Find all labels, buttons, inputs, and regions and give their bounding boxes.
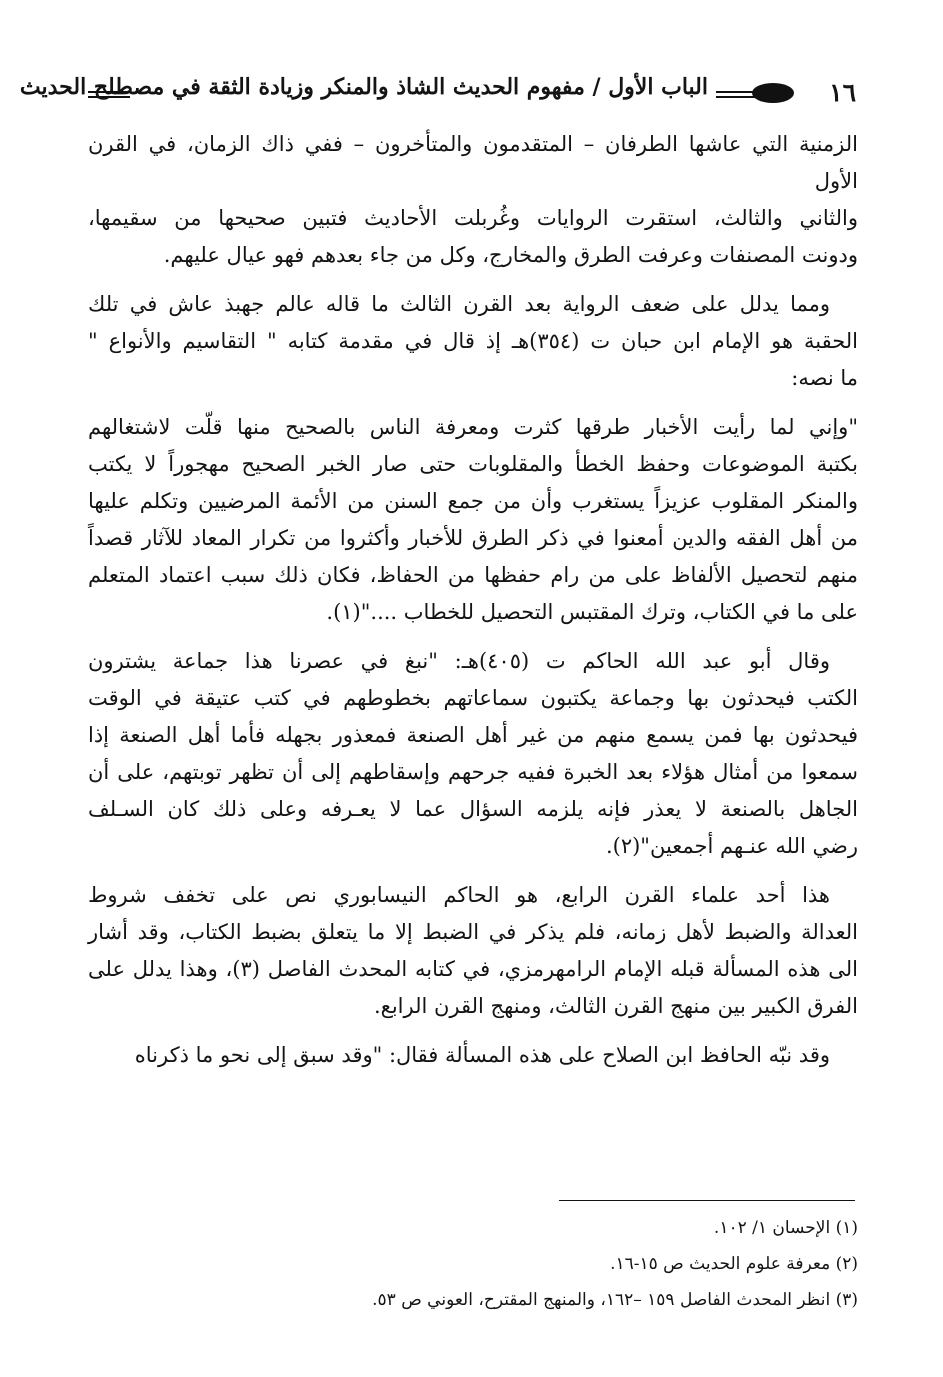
- header-ornament-rule-left: [88, 91, 130, 98]
- text-line: الجاهل بالصنعة لا يعذر فإنه يلزمه السؤال عما لا يعـرفه وعلى ذلك كان السـلف: [88, 797, 858, 821]
- text-line: الفرق الكبير بين منهج القرن الثالث، ومنهج القرن الرابع.: [373, 994, 858, 1018]
- text-line: ما نصه:: [791, 366, 858, 390]
- text-line: من أهل الفقه والدين أمعنوا في ذكر الطرق للأخبار وأكثروا من تكرار المعاد للآثار قصداً: [88, 526, 858, 550]
- paragraph: [88, 877, 858, 1025]
- running-header: [19, 70, 856, 116]
- text-line: الزمنية التي عاشها الطرفان – المتقدمون والمتأخرون – ففي ذاك الزمان، في القرن الأول: [88, 132, 858, 193]
- paragraph: [88, 1037, 858, 1074]
- text-line: العدالة والضبط لأهل زمانه، فلم يذكر في الضبط إلا ما يتعلق بضبط الكتاب، وقد أشار: [88, 920, 858, 944]
- text-line: وقال أبو عبد الله الحاكم ت (٤٠٥)هـ: "نبغ في عصرنا هذا جماعة يشترون: [88, 649, 831, 673]
- text-line: على ما في الكتاب، وترك المقتبس التحصيل للخطاب ...."(١).: [326, 600, 858, 624]
- footnotes: [88, 1210, 858, 1318]
- text-line: وقد نبّه الحافظ ابن الصلاح على هذه المسألة فقال: "وقد سبق إلى نحو ما ذكرناه: [134, 1043, 830, 1067]
- text-line: والمنكر المقلوب عزيزاً يستغرب وأن من جمع السنن من الأئمة المرضيين وتكلم عليها: [88, 489, 858, 513]
- body-text: [88, 126, 858, 1086]
- footnote-1: (١) الإحسان ١/ ١٠٢.: [713, 1218, 858, 1238]
- text-line: الكتب فيحدثون بها وجماعة يكتبون سماعاتهم بخطوطهم في كتب عتيقة في الوقت: [88, 686, 858, 710]
- text-line: ومما يدلل على ضعف الرواية بعد القرن الثالث ما قاله عالم جهبذ عاش في تلك: [88, 292, 830, 316]
- text-line: منهم لتحصيل الألفاظ على من رام حفظها من الحفاظ، فكان ذلك سبب اعتماد المتعلم: [88, 563, 858, 587]
- paragraph: [88, 286, 858, 397]
- page-number: ١٦: [829, 78, 856, 107]
- paragraph: [88, 643, 858, 865]
- text-line: "وإني لما رأيت الأخبار طرقها كثرت ومعرفة الناس بالصحيح منها قلّت لاشتغالهم: [88, 415, 858, 439]
- text-line: بكتبة الموضوعات وحفظ الخطأ والمقلوبات حتى صار الخبر الصحيح مهجوراً لا يكتب: [88, 452, 858, 476]
- footnote-2: (٢) معرفة علوم الحديث ص ١٥-١٦.: [610, 1254, 858, 1274]
- paragraph: [88, 126, 858, 274]
- text-line: رضي الله عنـهم أجمعين"(٢).: [605, 834, 858, 858]
- text-line: الحقبة هو الإمام ابن حبان ت (٣٥٤)هـ إذ قال في مقدمة كتابه " التقاسيم والأنواع ": [88, 329, 858, 353]
- text-line: والثاني والثالث، استقرت الروايات وغُربلت الأحاديث فتبين صحيحها من سقيمها،: [88, 206, 858, 230]
- paragraph: [88, 409, 858, 631]
- text-line: فيحدثون بها فمن يسمع منهم من غير أهل الصنعة فمعذور بجهله فأما أهل الصنعة إذا: [88, 723, 858, 747]
- footnote-separator: [559, 1200, 855, 1201]
- footnote-3: (٣) انظر المحدث الفاصل ١٥٩ –١٦٢، والمنهج المقترح، العوني ص ٥٣.: [372, 1290, 858, 1310]
- chapter-title: الباب الأول / مفهوم الحديث الشاذ والمنكر وزيادة الثقة في مصطلح الحديث: [19, 74, 708, 100]
- text-line: الى هذه المسألة قبله الإمام الرامهرمزي، في كتابه المحدث الفاصل (٣)، وهذا يدلل على: [88, 957, 858, 981]
- text-line: ودونت المصنفات وعرفت الطرق والمخارج، وكل من جاء بعدهم فهو عيال عليهم.: [163, 243, 858, 267]
- text-line: سمعوا من أمثال هؤلاء بعد الخبرة ففيه جرحهم وإسقاطهم إلى أن تظهر توبتهم، على أن: [88, 760, 858, 784]
- text-line: هذا أحد علماء القرن الرابع، هو الحاكم النيسابوري نص على تخفف شروط: [88, 883, 830, 907]
- header-ornament-rule-right: [716, 91, 756, 98]
- header-ornament-dot: [752, 83, 794, 103]
